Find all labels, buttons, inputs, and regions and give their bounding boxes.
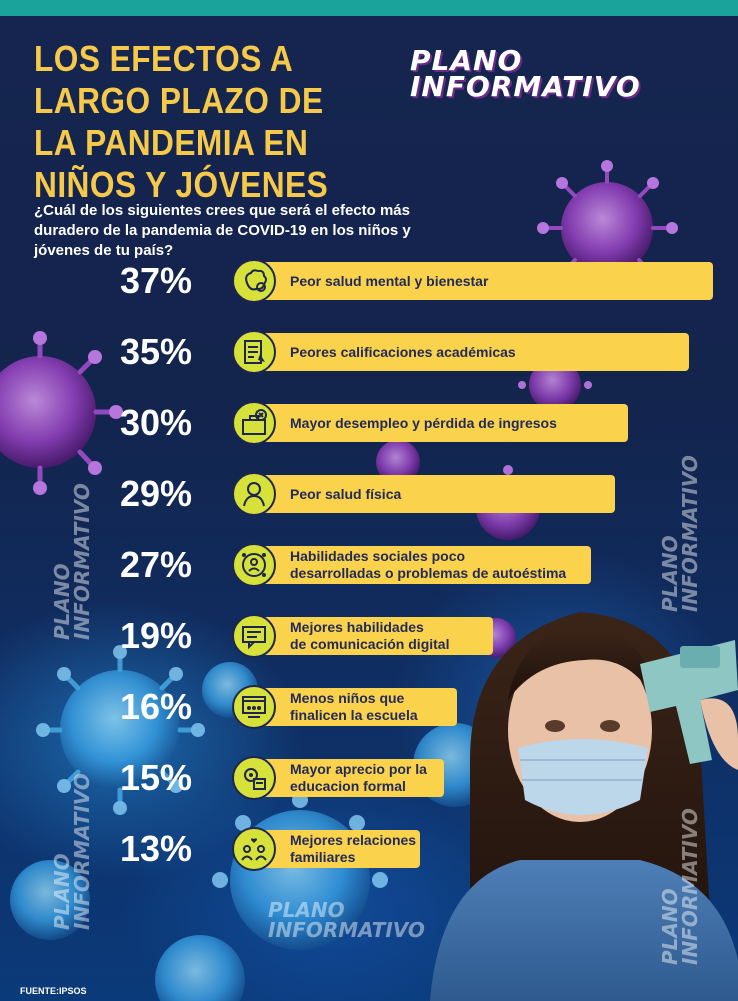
bar	[250, 333, 689, 371]
value-label: 27%	[120, 544, 193, 585]
bar-row	[0, 753, 738, 803]
category-label-line: Mayor desempleo y pérdida de ingresos	[290, 414, 557, 431]
value-label: 35%	[120, 331, 193, 372]
category-label-line: Peor salud física	[290, 485, 402, 502]
value-label: 30%	[120, 402, 193, 443]
category-label-line: Peor salud mental y bienestar	[290, 272, 489, 289]
category-label	[290, 404, 557, 442]
page-title: LOS EFECTOS A LARGO PLAZO DE LA PANDEMIA EN NIÑOS Y JÓVENES	[34, 38, 329, 205]
category-label-line: Mejores habilidades	[290, 619, 424, 635]
bar	[250, 404, 628, 442]
survey-question: ¿Cuál de los siguientes crees que será el efecto más duradero de la pandemia de COVID-19 en los niños y jóvenes de tu país?	[34, 202, 411, 259]
school-screen-icon	[232, 685, 276, 729]
category-label-text	[290, 761, 427, 795]
category-label	[290, 333, 516, 371]
value-label: 19%	[120, 615, 193, 656]
category-label-text	[290, 486, 401, 503]
bar-row	[0, 540, 738, 590]
category-label	[290, 830, 416, 868]
category-label	[290, 759, 427, 797]
category-label-line: Mejores relaciones	[290, 832, 417, 848]
watermark-right-lower	[660, 808, 700, 965]
brand-logo	[410, 44, 710, 103]
category-label-line: desarrolladas o problemas de autoéstima	[290, 565, 567, 581]
watermark-left-line1: PLANO	[50, 563, 74, 640]
bar-row	[0, 398, 738, 448]
bar-row	[0, 611, 738, 661]
people-heart-icon	[232, 543, 276, 587]
category-label	[290, 262, 488, 300]
chat-screen-icon	[232, 614, 276, 658]
watermark-left-line2: INFORMATIVO	[70, 483, 94, 640]
category-label-line: educacion formal	[290, 778, 406, 794]
watermark-right-line2: INFORMATIVO	[678, 455, 702, 612]
watermark-bottom-line2: INFORMATIVO	[268, 918, 425, 942]
bar	[250, 262, 713, 300]
category-label-text	[290, 415, 557, 432]
gear-book-icon	[232, 756, 276, 800]
bar-row	[0, 327, 738, 377]
bar	[250, 759, 444, 797]
value-label: 13%	[120, 828, 193, 869]
family-heart-icon	[232, 827, 276, 871]
category-label-text	[290, 273, 488, 290]
category-label-text	[290, 619, 449, 653]
bar-row	[0, 256, 738, 306]
watermark-left-lower-line1: PLANO	[50, 853, 74, 930]
category-label-line: de comunicación digital	[290, 636, 450, 652]
category-label-line: Menos niños que	[290, 690, 405, 706]
category-label	[290, 688, 418, 726]
bar	[250, 688, 457, 726]
value-label: 37%	[120, 260, 193, 301]
source-note: FUENTE:IPSOS	[20, 986, 87, 996]
category-label	[290, 475, 401, 513]
bar	[250, 617, 493, 655]
watermark-right-line1: PLANO	[658, 535, 682, 612]
person-icon	[232, 472, 276, 516]
watermark-left-lower	[52, 773, 92, 930]
bar	[250, 475, 615, 513]
category-label	[290, 617, 449, 655]
briefcase-x-icon	[232, 401, 276, 445]
bar	[250, 546, 591, 584]
bar-row	[0, 824, 738, 874]
value-label: 29%	[120, 473, 193, 514]
category-label-line: familiares	[290, 849, 356, 865]
category-label-text	[290, 690, 418, 724]
category-label	[290, 546, 566, 584]
value-label: 15%	[120, 757, 193, 798]
category-label-line: Mayor aprecio por la	[290, 761, 427, 777]
watermark-right-lower-line2: INFORMATIVO	[678, 808, 702, 965]
watermark-left-lower-line2: INFORMATIVO	[70, 773, 94, 930]
bar-row	[0, 469, 738, 519]
watermark-bottom-line1: PLANO	[268, 898, 345, 922]
value-label: 16%	[120, 686, 193, 727]
category-label-line: finalicen la escuela	[290, 707, 418, 723]
watermark-right-lower-line1: PLANO	[658, 888, 682, 965]
category-label-line: Habilidades sociales poco	[290, 548, 466, 564]
category-label-text	[290, 548, 566, 582]
category-label-line: Peores calificaciones académicas	[290, 343, 516, 360]
brain-icon	[232, 259, 276, 303]
category-label-text	[290, 344, 516, 361]
watermark-bottom	[268, 900, 425, 940]
watermark-right	[660, 455, 700, 612]
brand-logo-line2: INFORMATIVO	[410, 70, 641, 103]
bar-row	[0, 682, 738, 732]
category-label-text	[290, 832, 416, 866]
watermark-left	[52, 483, 92, 640]
brand-logo-line1: PLANO	[410, 44, 523, 77]
report-card-icon	[232, 330, 276, 374]
